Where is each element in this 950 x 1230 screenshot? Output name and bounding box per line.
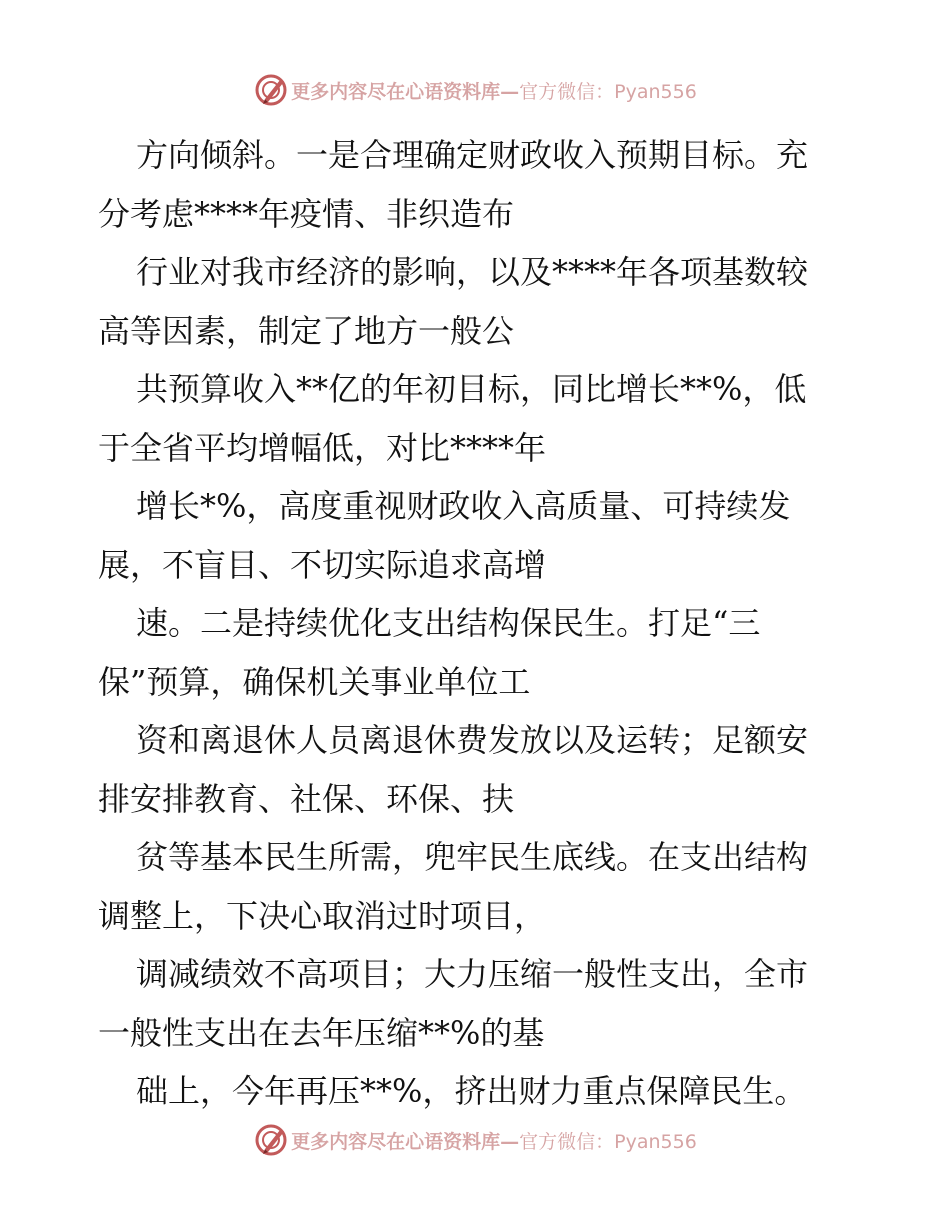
paragraph-line: 调整上，下决心取消过时项目， xyxy=(98,896,547,935)
paragraph-line: 保”预算，确保机关事业单位工 xyxy=(98,662,531,701)
paragraph-line: 排安排教育、社保、环保、扶 xyxy=(98,779,515,818)
footer-watermark xyxy=(0,1118,950,1162)
document-body xyxy=(98,126,858,1121)
paragraph-line: 增长*%，高度重视财政收入高质量、可持续发 xyxy=(136,487,791,525)
paragraph-line: 方向倾斜。一是合理确定财政收入预期目标。充 xyxy=(136,136,809,174)
header-site-name: 更多内容尽在心语资料库— xyxy=(291,80,520,103)
footer-site-name: 更多内容尽在心语资料库— xyxy=(291,1130,520,1153)
paragraph-line: 分考虑****年疫情、非织造布 xyxy=(98,194,515,233)
paragraph-line: 于全省平均增幅低，对比****年 xyxy=(98,428,547,467)
paragraph-line: 速。二是持续优化支出结构保民生。打足“三 xyxy=(136,604,761,642)
paragraph-line: 共预算收入**亿的年初目标，同比增长**%，低 xyxy=(136,370,807,408)
header-wechat: 官方微信：Pyan556 xyxy=(519,80,697,103)
pen-logo-icon xyxy=(253,1122,289,1158)
paragraph-line: 资和离退休人员离退休费发放以及运转；足额安 xyxy=(136,721,809,759)
pen-logo-icon xyxy=(253,72,289,108)
paragraph-line: 展，不盲目、不切实际追求高增 xyxy=(98,545,547,584)
paragraph-line: 础上，今年再压**%，挤出财力重点保障民生。 xyxy=(136,1072,807,1110)
paragraph-line: 高等因素，制定了地方一般公 xyxy=(98,311,515,350)
paragraph-line: 一般性支出在去年压缩**%的基 xyxy=(98,1013,545,1052)
paragraph-line: 调减绩效不高项目；大力压缩一般性支出，全市 xyxy=(136,955,809,993)
footer-wechat: 官方微信：Pyan556 xyxy=(519,1130,697,1153)
paragraph-line: 行业对我市经济的影响，以及****年各项基数较 xyxy=(136,253,809,291)
paragraph-line: 贫等基本民生所需，兜牢民生底线。在支出结构 xyxy=(136,838,809,876)
header-watermark xyxy=(0,68,950,112)
